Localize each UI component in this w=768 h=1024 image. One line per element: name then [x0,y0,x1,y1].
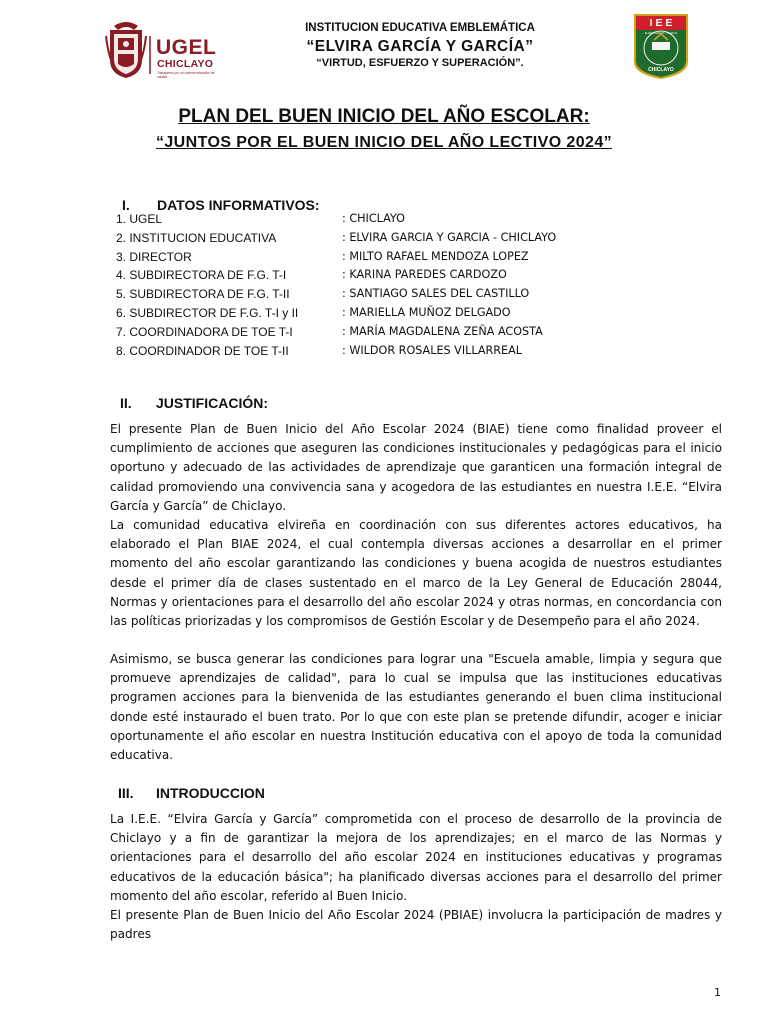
section-number: I. [122,197,130,213]
iee-logo-bottom: CHICLAYO [648,67,674,73]
ugel-logo-tagline: Trabajamos por un sistema educativo de calidad [157,71,215,79]
info-label: 2. INSTITUCION EDUCATIVA [116,230,277,245]
ugel-logo-name: UGEL [156,36,217,59]
info-row [116,250,636,269]
header-institution-name: “ELVIRA GARCÍA Y GARCÍA” [306,38,534,55]
ugel-logo [104,16,226,82]
info-label: 8. COORDINADOR DE TOE T-II [116,343,289,358]
justificacion-paragraph: Asimismo, se busca generar las condiciones para lograr una "Escuela amable, limpia y segura que promueve aprendizajes de calidad", para lo cual se impulsa que las instituciones educativas programen acciones para la bienvenida de las estudiantes generando el buen clima institucional donde esté instaurado el buen trato. Por lo que con este plan se pretende difundir, acoger e iniciar oportunamente el año escolar en nuestra Institución educativa con el apoyo de toda la comunidad educativa. [110,652,722,763]
section-number: II. [120,395,132,411]
info-row [116,268,636,287]
info-row [116,231,636,250]
page-number: 1 [714,986,721,999]
info-value: : MARÍA MAGDALENA ZEÑA ACOSTA [342,324,543,338]
info-label: 4. SUBDIRECTORA DE F.G. T-I [116,268,287,283]
info-row [116,306,636,325]
section-title: JUSTIFICACIÓN: [156,395,268,411]
info-label: 3. DIRECTOR [116,249,192,264]
iee-logo-top: I E E [649,17,673,29]
info-value: : ELVIRA GARCIA Y GARCIA - CHICLAYO [342,230,557,244]
justificacion-paragraph: El presente Plan de Buen Inicio del Año Escolar 2024 (BIAE) tiene como finalidad proveer el cumplimiento de acciones que aseguren las condiciones institucionales y pedagógicas para el inicio oportuno y adecuado de las actividades de aprendizaje que garanticen una formación integral de calidad promoviendo una convivencia sana y acogedora de las estudiantes en nuestra I.E.E. “Elvira García y García” de Chiclayo. [110,422,722,513]
info-row [116,325,636,344]
section-number: III. [118,785,134,801]
iee-logo-mid: EGG [654,51,668,57]
info-value: : MARIELLA MUÑOZ DELGADO [342,305,511,319]
info-label: 6. SUBDIRECTOR DE F.G. T-I y II [116,305,299,320]
iee-logo-ring: ELVIRA GARCÍA Y GARCÍA [644,32,678,35]
introduccion-paragraph: La I.E.E. “Elvira García y García” comprometida con el proceso de desarrollo de la provincia de Chiclayo y a fin de garantizar la mejora de los aprendizajes; en el marco de las Normas y orientaciones para el desarrollo del año escolar 2024 en instituciones educativas y programas educativos de la educación básica"; ha planificado diversas acciones para el desarrollo del primer momento del año escolar, referido al Buen Inicio. [110,812,722,903]
info-row [116,287,636,306]
info-value: : MILTO RAFAEL MENDOZA LOPEZ [342,249,529,263]
justificacion-paragraph: La comunidad educativa elvireña en coordinación con sus diferentes actores educativos, ha elaborado el Plan BIAE 2024, el cual contempla diversas acciones a desarrollar en el primer momento del año escolar garantizando las condiciones y buena acogida de nuestros estudiantes desde el primer día de clases sustentado en el marco de la Ley General de Educación 28044, Normas y orientaciones para el desarrollo del año escolar 2024 y otras normas, en concordancia con las políticas priorizadas y los compromisos de Gestión Escolar y de Desempeño para el año 2024. [110,518,722,629]
info-value: : CHICLAYO [342,212,405,225]
section-title: INTRODUCCION [156,785,265,801]
document-subtitle: “JUNTOS POR EL BUEN INICIO DEL AÑO LECTIVO 2024” [155,134,613,151]
info-value: : WILDOR ROSALES VILLARREAL [342,343,523,357]
header-institution-type: INSTITUCION EDUCATIVA EMBLEMÁTICA [305,22,535,34]
info-value: : SANTIAGO SALES DEL CASTILLO [342,287,530,301]
section-title: DATOS INFORMATIVOS: [157,197,320,213]
introduccion-paragraph: El presente Plan de Buen Inicio del Año Escolar 2024 (PBIAE) involucra la participación de madres y padres [110,908,722,942]
info-row [116,212,636,231]
info-label: 7. COORDINADORA DE TOE T-I [116,324,293,339]
info-row [116,344,636,363]
iee-logo [632,12,690,80]
ugel-logo-sub: CHICLAYO [157,58,214,70]
datos-informativos-list [116,212,636,362]
document-title: PLAN DEL BUEN INICIO DEL AÑO ESCOLAR: [178,106,590,127]
info-label: 1. UGEL [116,212,163,226]
info-value: : KARINA PAREDES CARDOZO [342,268,507,282]
header-motto: “VIRTUD, ESFUERZO Y SUPERACIÓN”. [316,57,524,69]
info-label: 5. SUBDIRECTORA DE F.G. T-II [116,287,290,302]
